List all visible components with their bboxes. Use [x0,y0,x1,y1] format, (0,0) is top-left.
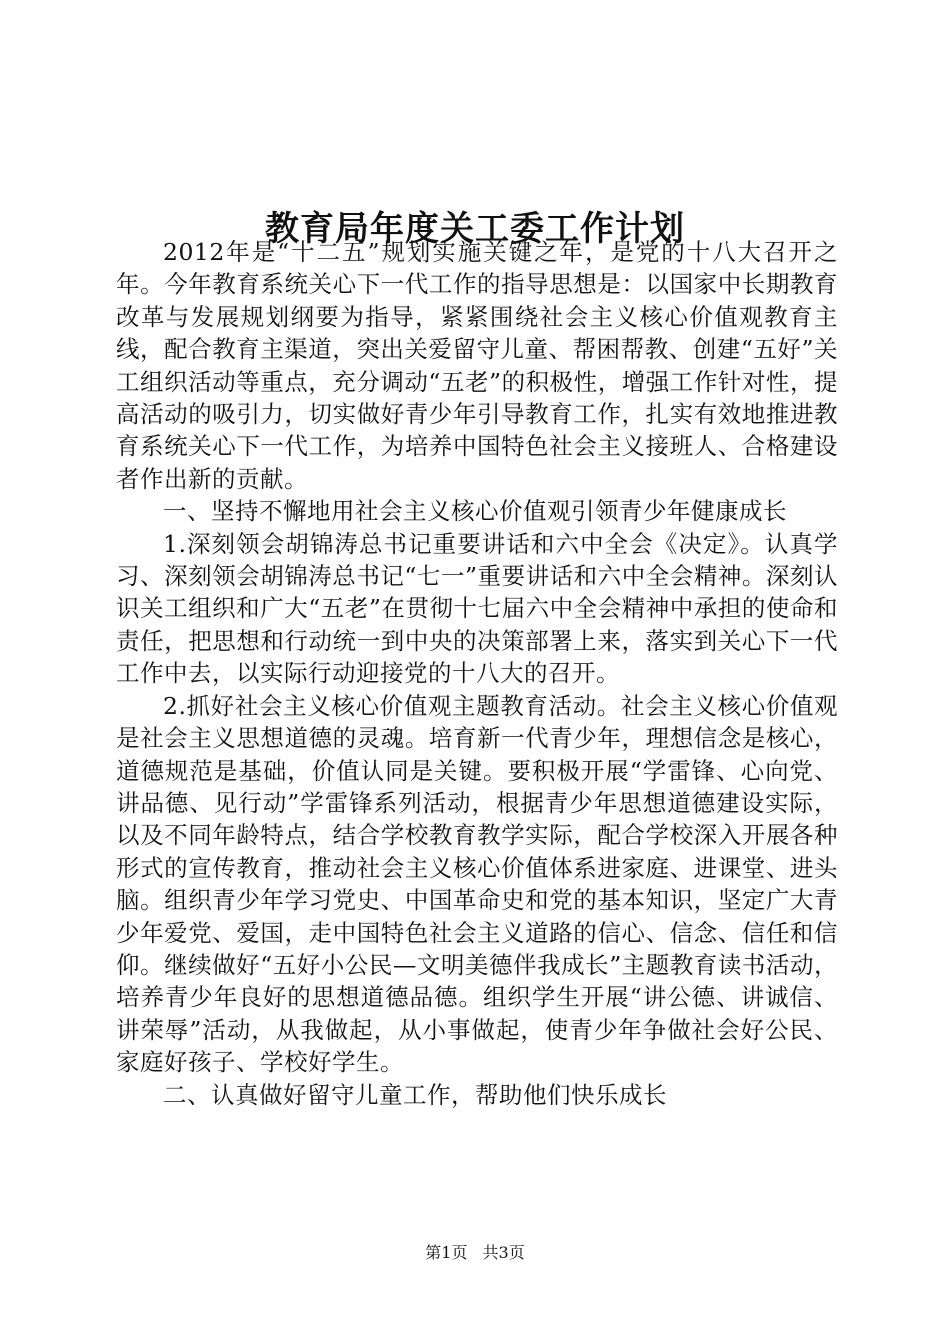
section-heading-1: 一、坚持不懈地用社会主义核心价值观引领青少年健康成长 [163,497,787,526]
document-title: 教育局年度关工委工作计划 [265,208,685,249]
item-paragraph-2: 2.抓好社会主义核心价值观主题教育活动。社会主义核心价值观是社会主义思想道德的灵魂。培育新一代青少年，理想信念是核心，道德规范是基础，价值认同是关键。要积极开展“学雷锋、心向党、讲品德、见行动”学雷锋系列活动，根据青少年思想道德建设实际，以及不同年龄特点，结合学校教育教学实际，配合学校深入开展各种形式的宣传教育，推动社会主义核心价值体系进家庭、进课堂、进头脑。组织青少年学习党史、中国革命史和党的基本知识，坚定广大青少年爱党、爱国，走中国特色社会主义道路的信心、信念、信任和信仰。继续做好“五好小公民—文明美德伴我成长”主题教育读书活动，培养青少年良好的思想道德品德。组织学生开展“讲公德、讲诚信、讲荣辱”活动，从我做起，从小事做起，使青少年争做社会好公民、家庭好孩子、学校好学生。 [116,691,838,1077]
page-footer [0,1242,950,1264]
page-total: 共3页 [482,1243,525,1262]
page-number: 第1页 [425,1243,468,1262]
document-body [116,236,838,1111]
intro-paragraph: 2012年是“十二五”规划实施关键之年，是党的十八大召开之年。今年教育系统关心下一代工作的指导思想是：以国家中长期教育改革与发展规划纲要为指导，紧紧围绕社会主义核心价值观教育主线，配合教育主渠道，突出关爱留守儿童、帮困帮教、创建“五好”关工组织活动等重点，充分调动“五老”的积极性，增强工作针对性，提高活动的吸引力，切实做好青少年引导教育工作，扎实有效地推进教育系统关心下一代工作，为培养中国特色社会主义接班人、合格建设者作出新的贡献。 [116,238,838,493]
section-heading-2: 二、认真做好留守儿童工作，帮助他们快乐成长 [163,1080,667,1109]
item-paragraph-1: 1.深刻领会胡锦涛总书记重要讲话和六中全会《决定》。认真学习、深刻领会胡锦涛总书记“七一”重要讲话和六中全会精神。深刻认识关工组织和广大“五老”在贯彻十七届六中全会精神中承担的使命和责任，把思想和行动统一到中央的决策部署上来，落实到关心下一代工作中去，以实际行动迎接党的十八大的召开。 [116,529,838,688]
